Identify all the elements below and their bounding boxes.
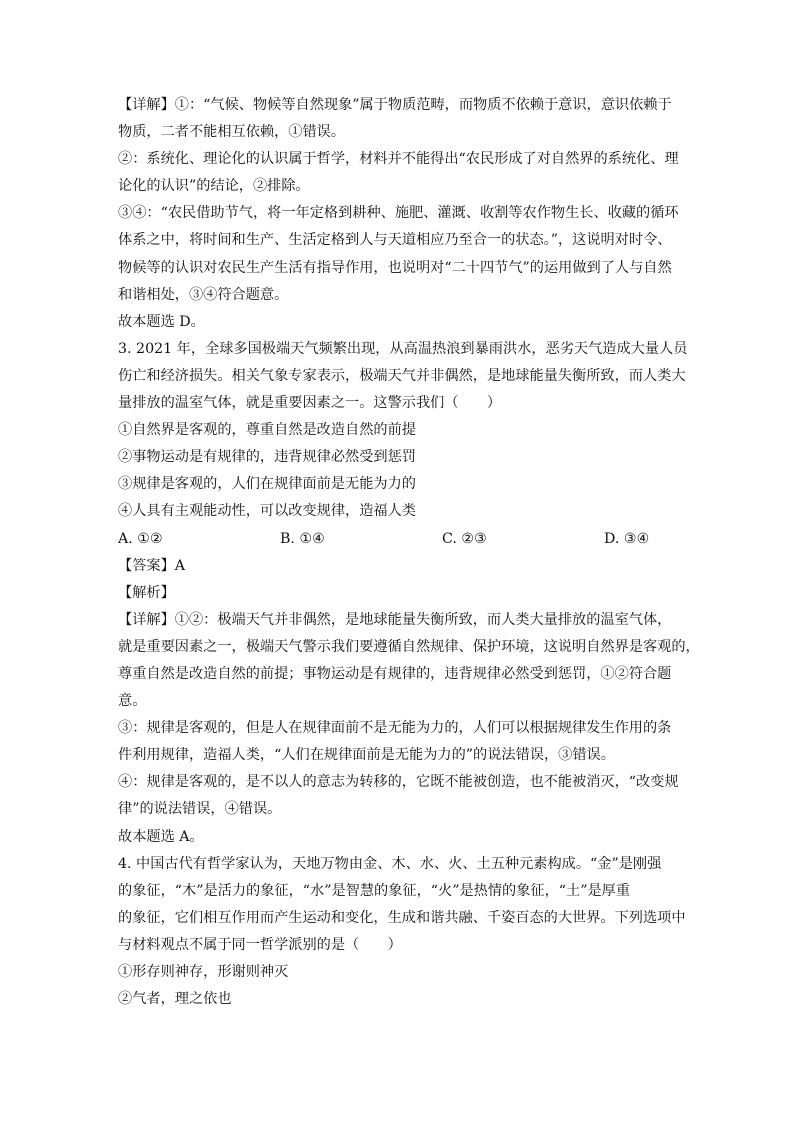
text-line: 件利用规律，造福人类，“人们在规律面前是无能为力的”的说法错误，③错误。: [118, 747, 615, 764]
text-line: 论化的认识”的结论，②排除。: [118, 178, 310, 195]
option-b: B. ①④: [280, 530, 325, 547]
answer-line: 【答案】A: [118, 557, 185, 574]
statement-4: ④人具有主观能动性，可以改变规律，造福人类: [118, 503, 416, 520]
question-3-line: 3. 2021 年，全球多国极端天气频繁出现，从高温热浪到暴雨洪水，恶劣天气造成大量人员: [118, 340, 688, 357]
text-line: 律”的说法错误，④错误。: [118, 801, 282, 818]
question-4-line: 的象征，它们相互作用而产生运动和变化，生成和谐共融、千姿百态的大世界。下列选项中: [118, 909, 686, 926]
text-line: 故本题选 A。: [118, 828, 204, 845]
statement-3: ③规律是客观的，人们在规律面前是无能为力的: [118, 476, 416, 493]
analysis-heading: 【解析】: [118, 584, 175, 601]
option-d: D. ③④: [604, 530, 650, 547]
text-line: ②：系统化、理论化的认识属于哲学，材料并不能得出“农民形成了对自然界的系统化、理: [118, 151, 679, 168]
question-4-line: 的象征，“木”是活力的象征，“水”是智慧的象征，“火”是热情的象征，“土”是厚重: [118, 882, 631, 899]
text-line: 【详解】①：“气候、物候等自然现象”属于物质范畴，而物质不依赖于意识，意识依赖于: [118, 97, 672, 113]
text-line: 【详解】①②：极端天气并非偶然，是地球能量失衡所致，而人类大量排放的温室气体，: [118, 611, 672, 628]
text-line: ③④：“农民借助节气，将一年定格到耕种、施肥、灌溉、收割等农作物生长、收藏的循环: [118, 205, 679, 222]
option-a: A. ①②: [118, 530, 163, 547]
text-line: ③：规律是客观的，但是人在规律面前不是无能为力的，人们可以根据规律发生作用的条: [118, 720, 672, 737]
document-page: [118, 92, 700, 1013]
text-line: 意。: [118, 693, 147, 710]
question-4-line: 4. 中国古代有哲学家认为，天地万物由金、木、水、火、土五种元素构成。“金”是刚强: [118, 855, 662, 872]
option-c: C. ②③: [442, 530, 487, 547]
question-3-line: 量排放的温室气体，就是重要因素之一。这警示我们（ ）: [118, 395, 502, 412]
text-line: 就是重要因素之一，极端天气警示我们要遵循自然规律、保护环境，这说明自然界是客观的，: [118, 638, 700, 655]
text-line: 体系之中，将时间和生产、生活定格到人与天道相应乃至合一的状态。”，这说明对时令、: [118, 232, 672, 249]
text-line: 物候等的认识对农民生产生活有指导作用，也说明对“二十四节气”的运用做到了人与自然: [118, 259, 672, 276]
question-3-line: 伤亡和经济损失。相关气象专家表示，极端天气并非偶然，是地球能量失衡所致，而人类大: [118, 367, 686, 384]
text-line: 和谐相处，③④符合题意。: [118, 286, 289, 303]
answer-options: [118, 526, 684, 553]
text-line: ④：规律是客观的，是不以人的意志为转移的，它既不能被创造，也不能被消灭，“改变规: [118, 774, 679, 791]
statement-2: ②事物运动是有规律的，违背规律必然受到惩罚: [118, 449, 416, 466]
statement-2: ②气者，理之依也: [118, 991, 232, 1008]
text-line: 故本题选 D。: [118, 313, 205, 330]
statement-1: ①形存则神存，形谢则神灭: [118, 964, 289, 980]
question-4-line: 与材料观点不属于同一哲学派别的是（ ）: [118, 936, 402, 953]
text-line: 物质，二者不能相互依赖，①错误。: [118, 124, 346, 141]
statement-1: ①自然界是客观的，尊重自然是改造自然的前提: [118, 422, 416, 439]
text-line: 尊重自然是改造自然的前提；事物运动是有规律的，违背规律必然受到惩罚，①②符合题: [118, 665, 672, 682]
